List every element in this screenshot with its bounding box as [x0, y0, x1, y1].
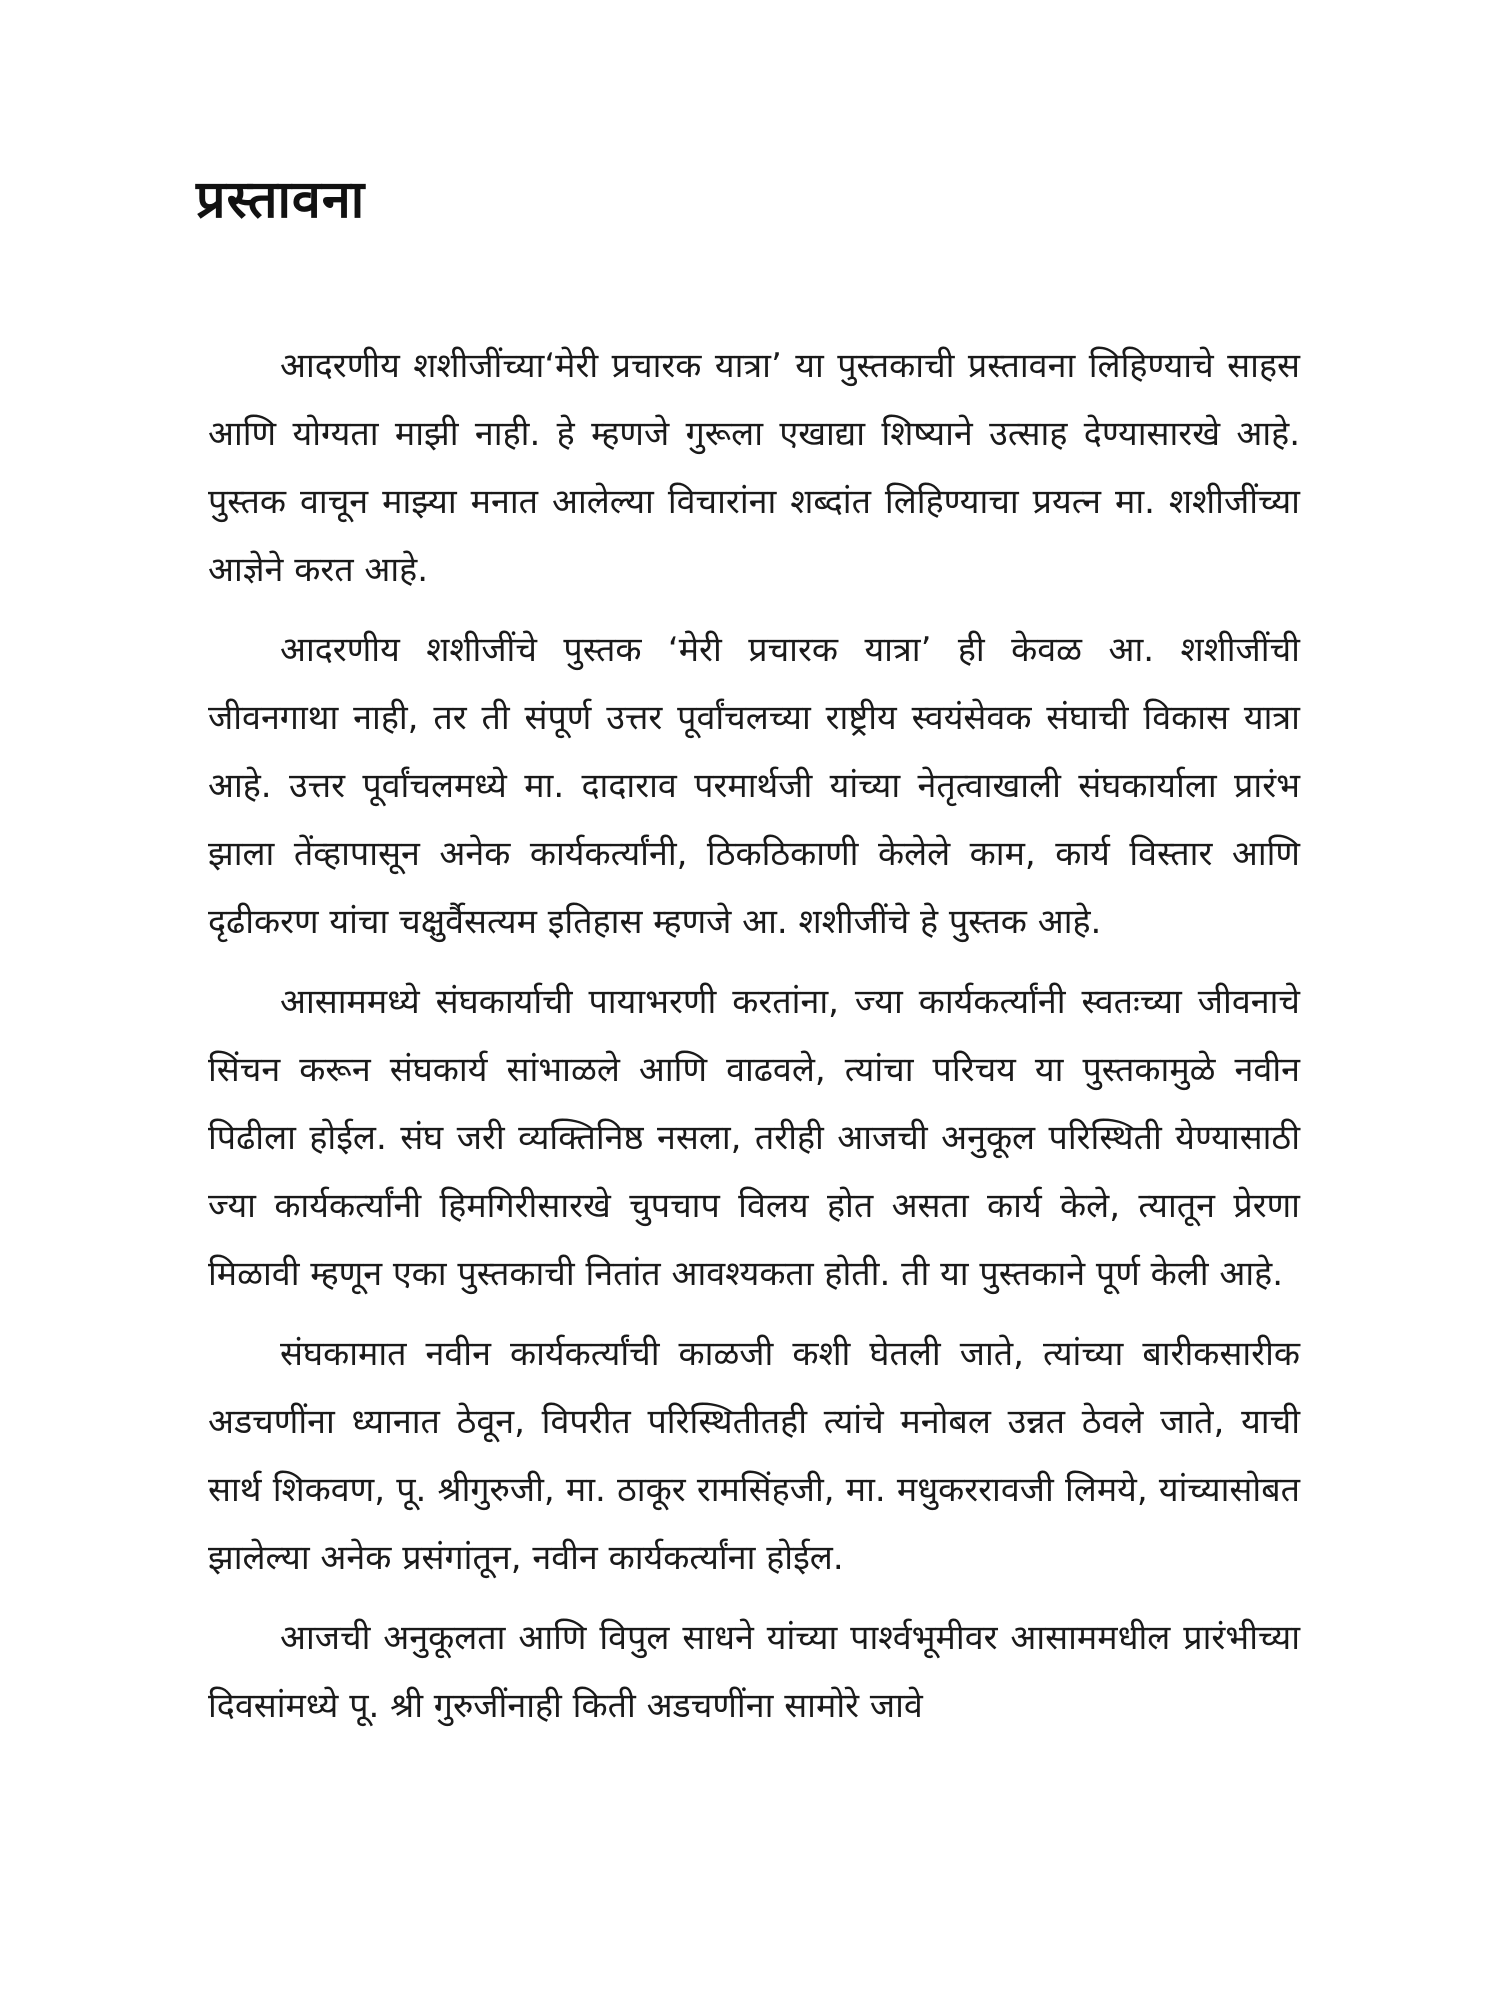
paragraph-3: आसाममध्ये संघकार्याची पायाभरणी करतांना, ज्या कार्यकर्त्यांनी स्वतःच्या जीवनाचे सिंचन करून संघकार्य सांभाळले आणि वाढवले, त्यांचा परिचय या पुस्तकामुळे नवीन पिढीला होईल. संघ जरी व्यक्तिनिष्ठ नसला, तरीही आजची अनुकूल परिस्थिती येण्यासाठी ज्या कार्यकर्त्यांनी हिमगिरीसारखे चुपचाप विलय होत असता कार्य केले, त्यातून प्रेरणा मिळावी म्हणून एका पुस्तकाची नितांत आवश्यकता होती. ती या पुस्तकाने पूर्ण केली आहे. — [208, 982, 1300, 1294]
page-title: प्रस्तावना — [196, 170, 366, 230]
paragraph-5: आजची अनुकूलता आणि विपुल साधने यांच्या पार्श्वभूमीवर आसाममधील प्रारंभीच्या दिवसांमध्ये पू. श्री गुरुजींनाही किती अडचणींना सामोरे जावे — [208, 1618, 1300, 1726]
paragraph-2: आदरणीय शशीजींचे पुस्तक ‘मेरी प्रचारक यात्रा’ ही केवळ आ. शशीजींची जीवनगाथा नाही, तर ती संपूर्ण उत्तर पूर्वांचलच्या राष्ट्रीय स्वयंसेवक संघाची विकास यात्रा आहे. उत्तर पूर्वांचलमध्ये मा. दादाराव परमार्थजी यांच्या नेतृत्वाखाली संघकार्याला प्रारंभ झाला तेंव्हापासून अनेक कार्यकर्त्यांनी, ठिकठिकाणी केलेले काम, कार्य विस्तार आणि दृढीकरण यांचा चक्षुर्वैसत्यम इतिहास म्हणजे आ. शशीजींचे हे पुस्तक आहे. — [208, 630, 1300, 942]
paragraph-4: संघकामात नवीन कार्यकर्त्यांची काळजी कशी घेतली जाते, त्यांच्या बारीकसारीक अडचणींना ध्यानात ठेवून, विपरीत परिस्थितीतही त्यांचे मनोबल उन्नत ठेवले जाते, याची सार्थ शिकवण, पू. श्रीगुरुजी, मा. ठाकूर रामसिंहजी, मा. मधुकररावजी लिमये, यांच्यासोबत झालेल्या अनेक प्रसंगांतून, नवीन कार्यकर्त्यांना होईल. — [208, 1334, 1300, 1578]
paragraph-1: आदरणीय शशीजींच्या‘मेरी प्रचारक यात्रा’ या पुस्तकाची प्रस्तावना लिहिण्याचे साहस आणि योग्यता माझी नाही. हे म्हणजे गुरूला एखाद्या शिष्याने उत्साह देण्यासारखे आहे. पुस्तक वाचून माझ्या मनात आलेल्या विचारांना शब्दांत लिहिण्याचा प्रयत्न मा. शशीजींच्या आज्ञेने करत आहे. — [208, 346, 1300, 590]
preface-body — [208, 332, 1300, 1752]
